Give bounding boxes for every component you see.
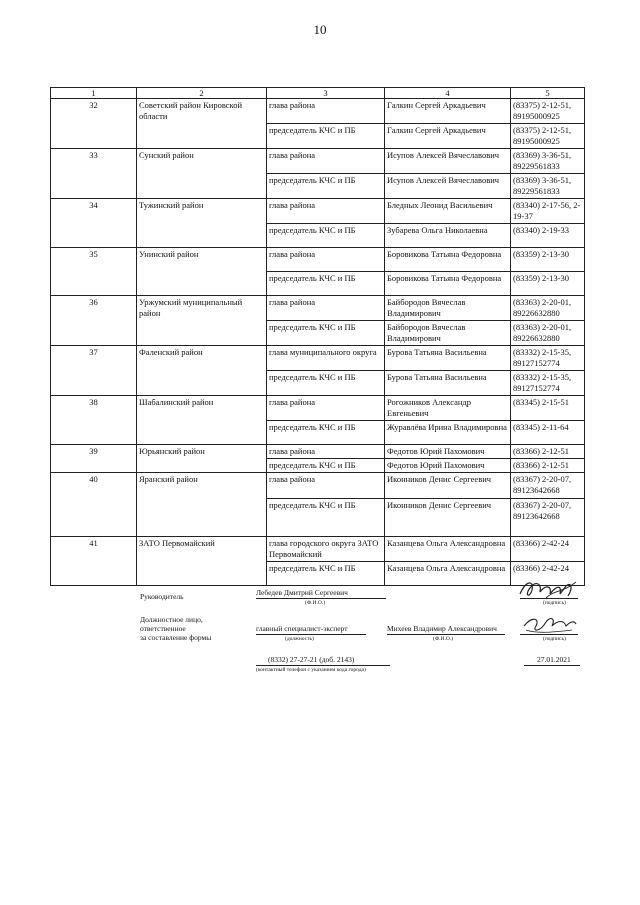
- district-name: Унинский район: [137, 248, 267, 296]
- column-header: 4: [385, 88, 511, 99]
- role-cell: глава района: [267, 248, 385, 272]
- table-row: [51, 296, 585, 321]
- head-signature-image: [516, 576, 582, 602]
- person-name: Казанцева Ольга Александровна: [385, 537, 511, 562]
- official-signature-image: [518, 612, 580, 636]
- column-header: 2: [137, 88, 267, 99]
- person-name: Боровикова Татьяна Федоровна: [385, 248, 511, 272]
- phone-cell: (83359) 2-13-30: [511, 272, 585, 296]
- phone-cell: (83366) 2-42-24: [511, 537, 585, 562]
- page-number: 10: [313, 22, 327, 37]
- phone-cell: (83363) 2-20-01, 89226632880: [511, 321, 585, 346]
- table-row: [51, 149, 585, 174]
- role-cell: председатель КЧС и ПБ: [267, 321, 385, 346]
- district-name: Яранский район: [137, 473, 267, 537]
- person-name: Иконников Денис Сергеевич: [385, 473, 511, 499]
- role-cell: глава муниципального округа: [267, 346, 385, 371]
- phone-cell: (83332) 2-15-35, 89127152774: [511, 346, 585, 371]
- row-number: 32: [51, 99, 137, 149]
- row-number: 39: [51, 445, 137, 473]
- phone-cell: (83366) 2-12-51: [511, 445, 585, 459]
- official-name: Михеев Владимир Александрович: [387, 624, 497, 633]
- table-row: [51, 199, 585, 224]
- official-signature-caption: (подпись): [543, 636, 566, 642]
- district-name: Тужинский район: [137, 199, 267, 248]
- person-name: Исупов Алексей Вячеславович: [385, 174, 511, 199]
- row-number: 40: [51, 473, 137, 537]
- phone-cell: (83366) 2-12-51: [511, 459, 585, 473]
- head-name: Лебедев Дмитрий Сергеевич: [256, 588, 348, 597]
- person-name: Боровикова Татьяна Федоровна: [385, 272, 511, 296]
- head-fio-caption: (Ф.И.О.): [305, 600, 326, 606]
- district-name: Уржумский муниципальный район: [137, 296, 267, 346]
- role-cell: глава района: [267, 99, 385, 124]
- phone-cell: (83340) 2-17-56, 2-19-37: [511, 199, 585, 224]
- role-cell: глава района: [267, 473, 385, 499]
- table-row: [51, 248, 585, 272]
- phone-cell: (83359) 2-13-30: [511, 248, 585, 272]
- person-name: Байбородов Вячеслав Владимирович: [385, 321, 511, 346]
- person-name: Журавлёва Ирина Владимировна: [385, 421, 511, 445]
- column-header: 1: [51, 88, 137, 99]
- column-header: 5: [511, 88, 585, 99]
- person-name: Рогожников Александр Евгеньевич: [385, 396, 511, 421]
- district-name: Шабалинский район: [137, 396, 267, 445]
- phone-cell: (83345) 2-15-51: [511, 396, 585, 421]
- official-position: главный специалист-эксперт: [256, 624, 348, 633]
- contact-phone-caption: (контактный телефон с указанием кода города): [256, 667, 366, 673]
- role-cell: председатель КЧС и ПБ: [267, 272, 385, 296]
- row-number: 33: [51, 149, 137, 199]
- contacts-table: [50, 87, 585, 586]
- official-fio-caption: (Ф.И.О.): [433, 636, 454, 642]
- document-date-line: [524, 665, 580, 666]
- official-position-line: [256, 634, 366, 635]
- person-name: Иконников Денис Сергеевич: [385, 499, 511, 537]
- contact-phone-line: [256, 665, 390, 666]
- table-header-row: [51, 88, 585, 99]
- person-name: Бурова Татьяна Васильевна: [385, 371, 511, 396]
- row-number: 36: [51, 296, 137, 346]
- role-cell: председатель КЧС и ПБ: [267, 124, 385, 149]
- phone-cell: (83366) 2-42-24: [511, 562, 585, 586]
- district-name: Советский район Кировской области: [137, 99, 267, 149]
- official-label-line1: Должностное лицо,: [140, 615, 203, 624]
- column-header: 3: [267, 88, 385, 99]
- phone-cell: (83332) 2-15-35, 89127152774: [511, 371, 585, 396]
- role-cell: глава района: [267, 445, 385, 459]
- role-cell: глава района: [267, 296, 385, 321]
- official-name-line: [387, 634, 505, 635]
- table-row: [51, 445, 585, 459]
- role-cell: глава района: [267, 396, 385, 421]
- person-name: Зубарева Ольга Николаевна: [385, 224, 511, 248]
- row-number: 35: [51, 248, 137, 296]
- phone-cell: (83369) 3-36-51, 89229561833: [511, 174, 585, 199]
- table-row: [51, 537, 585, 562]
- person-name: Галкин Сергей Аркадьевич: [385, 99, 511, 124]
- person-name: Байбородов Вячеслав Владимирович: [385, 296, 511, 321]
- head-name-line: [256, 598, 386, 599]
- district-name: Юрьянский район: [137, 445, 267, 473]
- role-cell: председатель КЧС и ПБ: [267, 371, 385, 396]
- role-cell: председатель КЧС и ПБ: [267, 174, 385, 199]
- row-number: 34: [51, 199, 137, 248]
- head-label: Руководитель: [140, 592, 184, 601]
- position-caption: (должность): [285, 636, 314, 642]
- row-number: 41: [51, 537, 137, 586]
- phone-cell: (83375) 2-12-51, 89195000925: [511, 124, 585, 149]
- phone-cell: (83367) 2-20-07, 89123642668: [511, 499, 585, 537]
- official-label-line3: за составление формы: [140, 633, 212, 642]
- table-row: [51, 473, 585, 499]
- table-row: [51, 396, 585, 421]
- person-name: Федотов Юрий Пахомович: [385, 459, 511, 473]
- table-row: [51, 346, 585, 371]
- role-cell: председатель КЧС и ПБ: [267, 459, 385, 473]
- phone-cell: (83363) 2-20-01, 89226632880: [511, 296, 585, 321]
- official-label-line2: ответственное: [140, 624, 186, 633]
- district-name: ЗАТО Первомайский: [137, 537, 267, 586]
- role-cell: председатель КЧС и ПБ: [267, 224, 385, 248]
- phone-cell: (83367) 2-20-07, 89123642668: [511, 473, 585, 499]
- head-signature-caption: (подпись): [543, 600, 566, 606]
- document-date: 27.01.2021: [537, 655, 571, 664]
- phone-cell: (83340) 2-19-33: [511, 224, 585, 248]
- role-cell: глава района: [267, 149, 385, 174]
- district-name: Сунский район: [137, 149, 267, 199]
- person-name: Исупов Алексей Вячеславович: [385, 149, 511, 174]
- role-cell: председатель КЧС и ПБ: [267, 499, 385, 537]
- person-name: Казанцева Ольга Александровна: [385, 562, 511, 586]
- contact-phone: (8332) 27-27-21 (доб. 2143): [268, 655, 355, 664]
- role-cell: председатель КЧС и ПБ: [267, 562, 385, 586]
- role-cell: председатель КЧС и ПБ: [267, 421, 385, 445]
- role-cell: глава района: [267, 199, 385, 224]
- row-number: 38: [51, 396, 137, 445]
- phone-cell: (83375) 2-12-51, 89195000925: [511, 99, 585, 124]
- row-number: 37: [51, 346, 137, 396]
- person-name: Галкин Сергей Аркадьевич: [385, 124, 511, 149]
- role-cell: глава городского округа ЗАТО Первомайский: [267, 537, 385, 562]
- table-row: [51, 99, 585, 124]
- district-name: Фаленский район: [137, 346, 267, 396]
- phone-cell: (83345) 2-11-64: [511, 421, 585, 445]
- person-name: Федотов Юрий Пахомович: [385, 445, 511, 459]
- person-name: Бурова Татьяна Васильевна: [385, 346, 511, 371]
- phone-cell: (83369) 3-36-51, 89229561833: [511, 149, 585, 174]
- person-name: Бледных Леонид Васильевич: [385, 199, 511, 224]
